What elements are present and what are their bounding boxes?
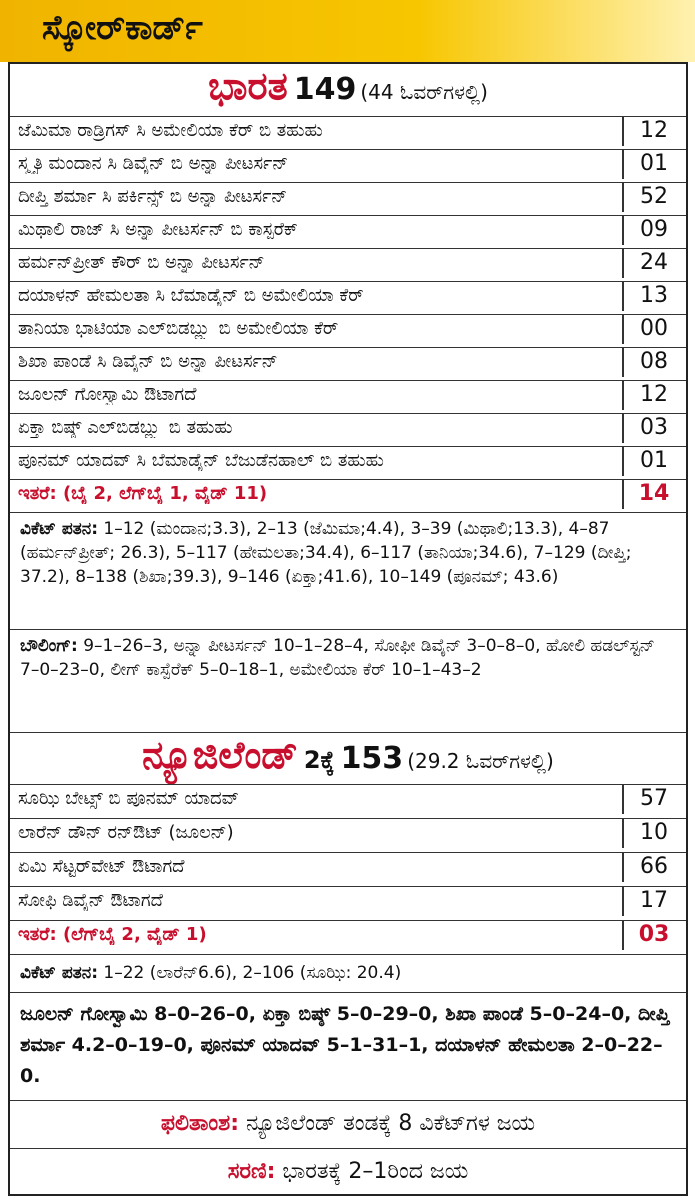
batter-dismissal: ಏಕ್ತಾ ಬಿಷ್ಠ್ ಎಲ್‌ಬಿಡಬ್ಲ್ಯು ಬಿ ತಹುಹು — [18, 417, 233, 438]
nz-bowling-figures — [10, 629, 686, 732]
batter-dismissal: ಪೂನಮ್ ಯಾದವ್ ಸಿ ಬೆಮಾಡೈನ್ ಬೆಜುಡೆನಹಾಲ್ ಬಿ ತಹುಹು — [18, 450, 384, 471]
bowling-text: 9–1–26–3, ಅನ್ನಾ ಪೀಟರ್ಸನ್ 10–1–28–4, ಸೋಫೀ ಡಿವೈನ್ 3–0–8–0, ಹೋಲಿ ಹಡಲ್‌ಸ್ಟನ್ 7–0–23–0, ಲೀಗ್ ಕಾಸ್ಪೆರೆಕ್ 5–0–18–1, ಅಮೇಲಿಯಾ ಕೆರ್ 10–1–43–2 — [20, 636, 655, 680]
batter-runs: 52 — [640, 184, 668, 209]
nz-wickets: 2ಕ್ಕೆ — [303, 746, 335, 774]
india-batting-row — [10, 149, 686, 179]
fow-text: 1–22 (ಲಾರೆನ್‌6.6), 2–106 (ಸೂಝಿ: 20.4) — [98, 963, 402, 983]
batter-runs: 00 — [640, 316, 668, 341]
india-innings-header — [10, 64, 686, 109]
batter-dismissal: ಶಿಖಾ ಪಾಂಡೆ ಸಿ ಡಿವೈನ್ ಬಿ ಅನ್ನಾ ಪೀಟರ್ಸನ್ — [18, 351, 278, 372]
india-team-name: ಭಾರತ — [208, 64, 288, 108]
batter-runs: 12 — [640, 382, 668, 407]
extras-runs: 03 — [638, 922, 670, 947]
batter-dismissal: ದಯಾಳನ್ ಹೇಮಲತಾ ಸಿ ಬೆಮಾಡೈನ್ ಬಿ ಅಮೇಲಿಯಾ ಕೆರ್ — [18, 285, 364, 306]
batter-runs: 57 — [640, 786, 668, 811]
batter-runs: 10 — [640, 820, 668, 845]
extras-runs: 14 — [638, 481, 670, 506]
india-bowling-figures — [10, 992, 686, 1100]
scorecard — [8, 62, 688, 1196]
india-batting-row — [10, 248, 686, 278]
batter-runs: 12 — [640, 118, 668, 143]
fow-text: 1–12 (ಮಂದಾನ;3.3), 2–13 (ಜೆಮಿಮಾ;4.4), 3–39 (ಮಿಥಾಲಿ;13.3), 4–87 (ಹರ್ಮನ್‌ಪ್ರೀತ್; 26.3), 5–117 (ಹೇಮಲತಾ;34.4), 6–117 (ತಾನಿಯಾ;34.6), 7–129 (ದೀಪ್ತಿ; 37.2), 8–138 (ಶಿಖಾ;39.3), 9–146 (ಏಕ್ತಾ;41.6), 10–149 (ಪೂನಮ್; 43.6) — [20, 519, 632, 587]
india-batting-row — [10, 182, 686, 212]
batter-dismissal: ದೀಪ್ತಿ ಶರ್ಮಾ ಸಿ ಪರ್ಕಿನ್ಸ್ ಬಿ ಅನ್ನಾ ಪೀಟರ್ಸನ್ — [18, 186, 288, 207]
extras-text: ಇತರೆ: (ಬೈ 2, ಲೆಗ್‌ಬೈ 1, ವೈಡ್ 11) — [18, 483, 268, 504]
nz-overs: (29.2 ಓವರ್‌ಗಳಲ್ಲಿ) — [407, 749, 554, 773]
nz-extras-row — [10, 920, 686, 950]
series-text: ಭಾರತಕ್ಕೆ 2–1ರಿಂದ ಜಯ — [275, 1159, 469, 1184]
result-label: ಫಲಿತಾಂಶ: — [160, 1111, 240, 1136]
batter-dismissal: ಸೋಫಿ ಡಿವೈನ್ ಔಟಾಗದೆ — [18, 890, 163, 911]
india-fall-of-wickets — [10, 512, 686, 629]
nz-batting-row — [10, 886, 686, 916]
batter-runs: 17 — [640, 888, 668, 913]
batter-runs: 09 — [640, 217, 668, 242]
batter-dismissal: ಜೂಲನ್ ಗೋಸ್ವಾಮಿ ಔಟಾಗದೆ — [18, 384, 197, 405]
nz-innings-header — [10, 732, 686, 784]
fow-label: ವಿಕೆಟ್ ಪತನ: — [20, 963, 99, 983]
batter-runs: 66 — [640, 854, 668, 879]
india-batting-row — [10, 413, 686, 443]
india-batting-row — [10, 116, 686, 146]
nz-batting-row — [10, 818, 686, 848]
india-batting-row — [10, 314, 686, 344]
batter-dismissal: ಏಮಿ ಸೆಟ್ಟರ್‌ವೇಟ್ ಔಟಾಗದೆ — [18, 856, 185, 877]
batter-dismissal: ಹರ್ಮನ್‌ಪ್ರೀತ್ ಕೌರ್ ಬಿ ಅನ್ನಾ ಪೀಟರ್ಸನ್ — [18, 252, 265, 273]
page-title: ಸ್ಕೋರ್‌ಕಾರ್ಡ್ — [42, 8, 203, 48]
batter-dismissal: ತಾನಿಯಾ ಭಾಟಿಯಾ ಎಲ್‌ಬಿಡಬ್ಲ್ಯು ಬಿ ಅಮೇಲಿಯಾ ಕೆರ್ — [18, 318, 339, 339]
india-batting-row — [10, 446, 686, 476]
batter-dismissal: ಸೂಝಿ ಬೇಟ್ಸ್ ಬಿ ಪೂನಮ್ ಯಾದವ್ — [18, 788, 240, 809]
batter-runs: 13 — [640, 283, 668, 308]
series-label: ಸರಣಿ: — [227, 1159, 276, 1184]
batter-runs: 01 — [640, 448, 668, 473]
fow-label: ವಿಕೆಟ್ ಪತನ: — [20, 519, 99, 539]
batter-runs: 01 — [640, 151, 668, 176]
match-result — [10, 1100, 686, 1150]
series-result — [10, 1148, 686, 1194]
india-batting-row — [10, 281, 686, 311]
india-batting-row — [10, 347, 686, 377]
nz-team-name: ನ್ಯೂಜಿಲೆಂಡ್ — [142, 733, 298, 777]
nz-fall-of-wickets — [10, 954, 686, 992]
batter-dismissal: ಸ್ಮೃತಿ ಮಂದಾನ ಸಿ ಡಿವೈನ್ ಬಿ ಅನ್ನಾ ಪೀಟರ್ಸನ್ — [18, 153, 289, 174]
extras-text: ಇತರೆ: (ಲೆಗ್‌ಬೈ 2, ವೈಡ್ 1) — [18, 924, 207, 945]
bowling-text: ಜೂಲನ್ ಗೋಸ್ವಾಮಿ 8–0–26–0, ಏಕ್ತಾ ಬಿಷ್ಠ್ 5–0–29–0, ಶಿಖಾ ಪಾಂಡೆ 5–0–24–0, ದೀಪ್ತಿ ಶರ್ಮಾ 4.2–0–19–0, ಪೂನಮ್ ಯಾದವ್ 5–1–31–1, ದಯಾಳನ್ ಹೇಮಲತಾ 2–0–22–0. — [20, 1003, 670, 1087]
batter-runs: 24 — [640, 250, 668, 275]
india-batting-row — [10, 215, 686, 245]
header-banner — [0, 0, 695, 62]
india-score: 149 — [293, 72, 357, 107]
bowling-label: ಬೌಲಿಂಗ್: — [20, 636, 78, 656]
india-batting-row — [10, 380, 686, 410]
india-overs: (44 ಓವರ್‌ಗಳಲ್ಲಿ) — [360, 80, 488, 104]
batter-dismissal: ಜೆಮಿಮಾ ರಾಡ್ರಿಗಸ್ ಸಿ ಅಮೇಲಿಯಾ ಕೆರ್ ಬಿ ತಹುಹು — [18, 120, 323, 141]
batter-dismissal: ಮಿಥಾಲಿ ರಾಜ್ ಸಿ ಅನ್ನಾ ಪೀಟರ್ಸನ್ ಬಿ ಕಾಸ್ಪರೆಕ್ — [18, 219, 298, 240]
india-extras-row — [10, 479, 686, 509]
batter-runs: 08 — [640, 349, 668, 374]
batter-runs: 03 — [640, 415, 668, 440]
nz-score: 153 — [340, 741, 404, 776]
nz-batting-row — [10, 784, 686, 814]
nz-batting-row — [10, 852, 686, 882]
result-text: ನ್ಯೂಜಿಲೆಂಡ್ ತಂಡಕ್ಕೆ 8 ವಿಕೆಟ್‌ಗಳ ಜಯ — [239, 1111, 536, 1136]
batter-dismissal: ಲಾರೆನ್ ಡೌನ್ ರನ್‌ಔಟ್ (ಜೂಲನ್) — [18, 822, 234, 843]
